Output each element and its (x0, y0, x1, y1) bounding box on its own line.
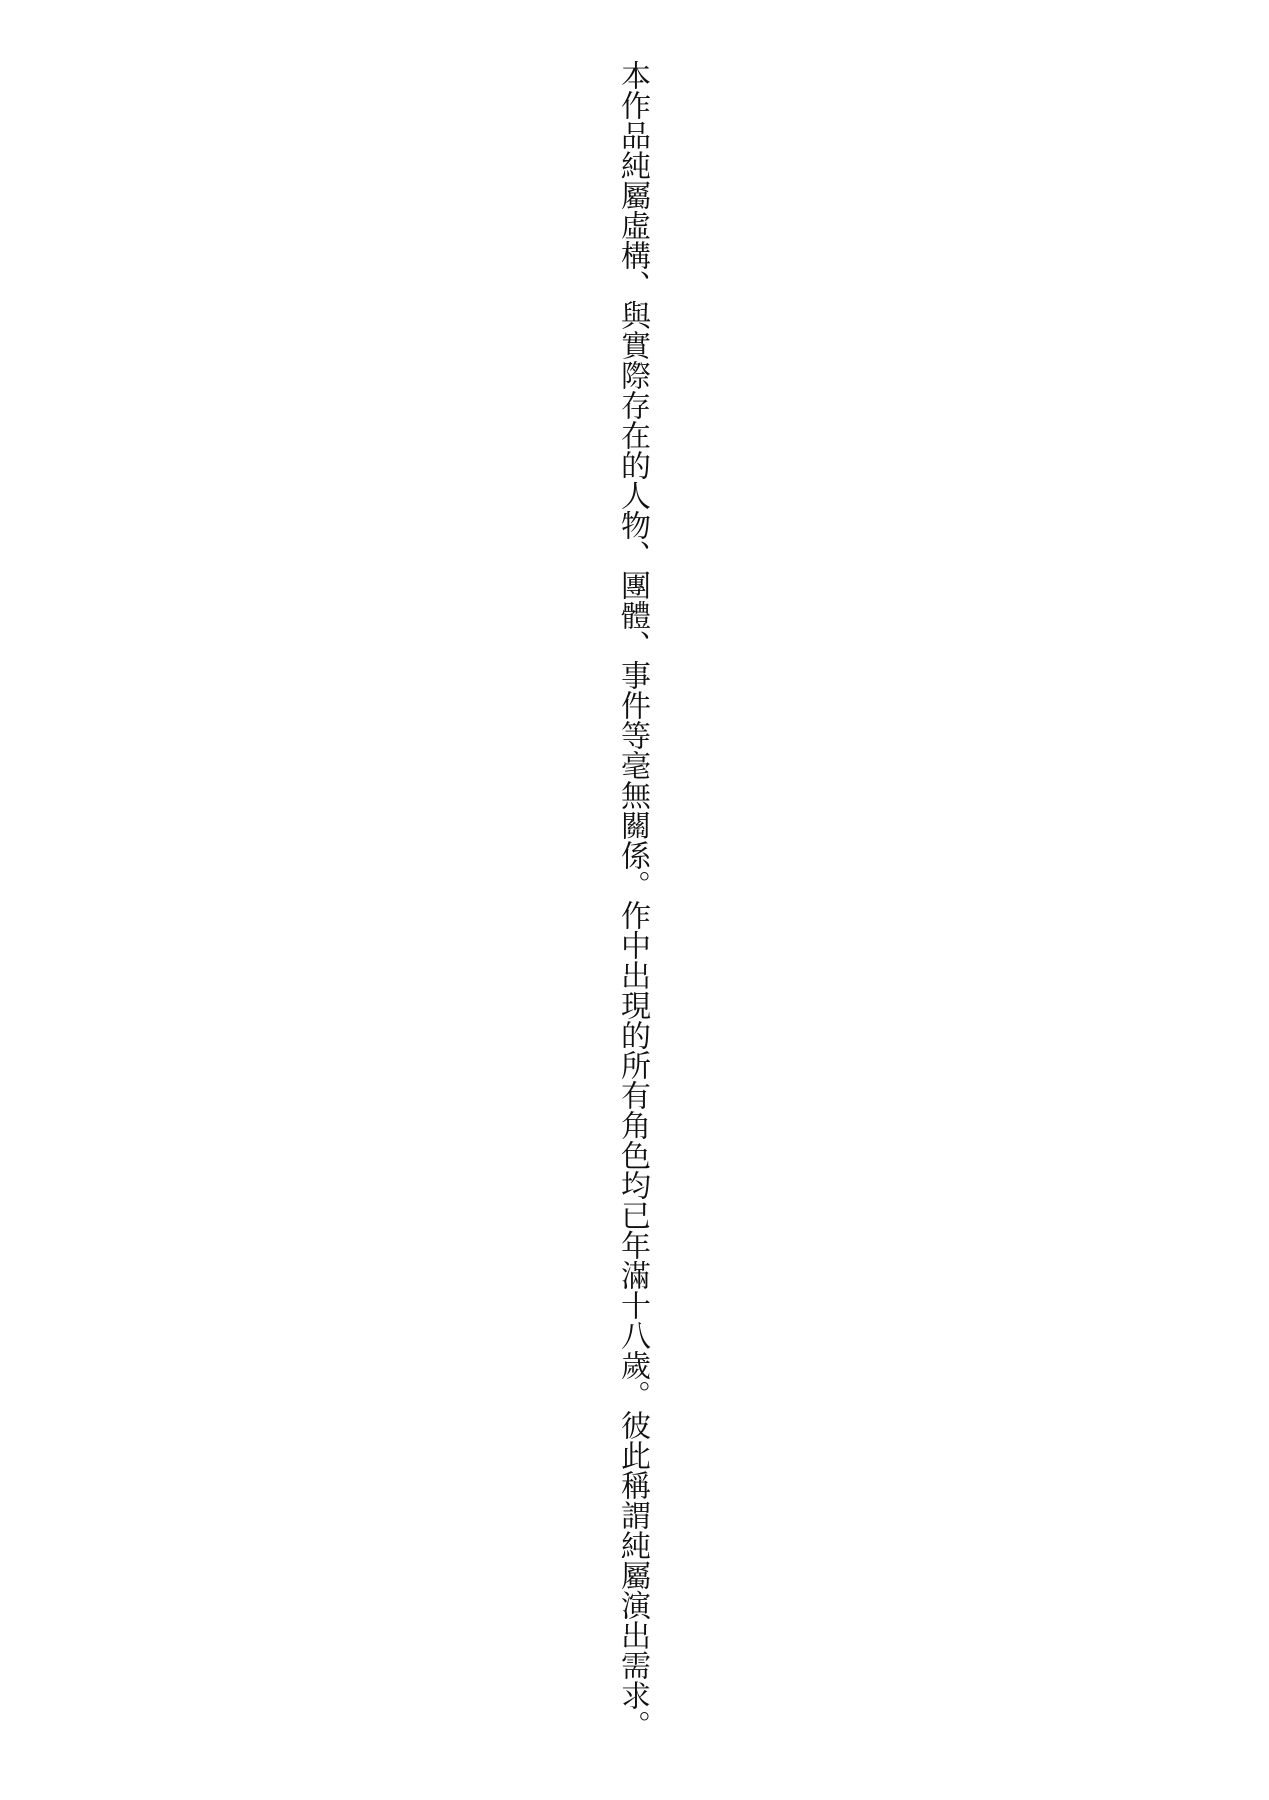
disclaimer-text: 本作品純屬虛構、與實際存在的人物、團體、事件等毫無關係。作中出現的所有角色均已年滿十八歲。彼此稱謂純屬演出需求。 (616, 60, 649, 1740)
